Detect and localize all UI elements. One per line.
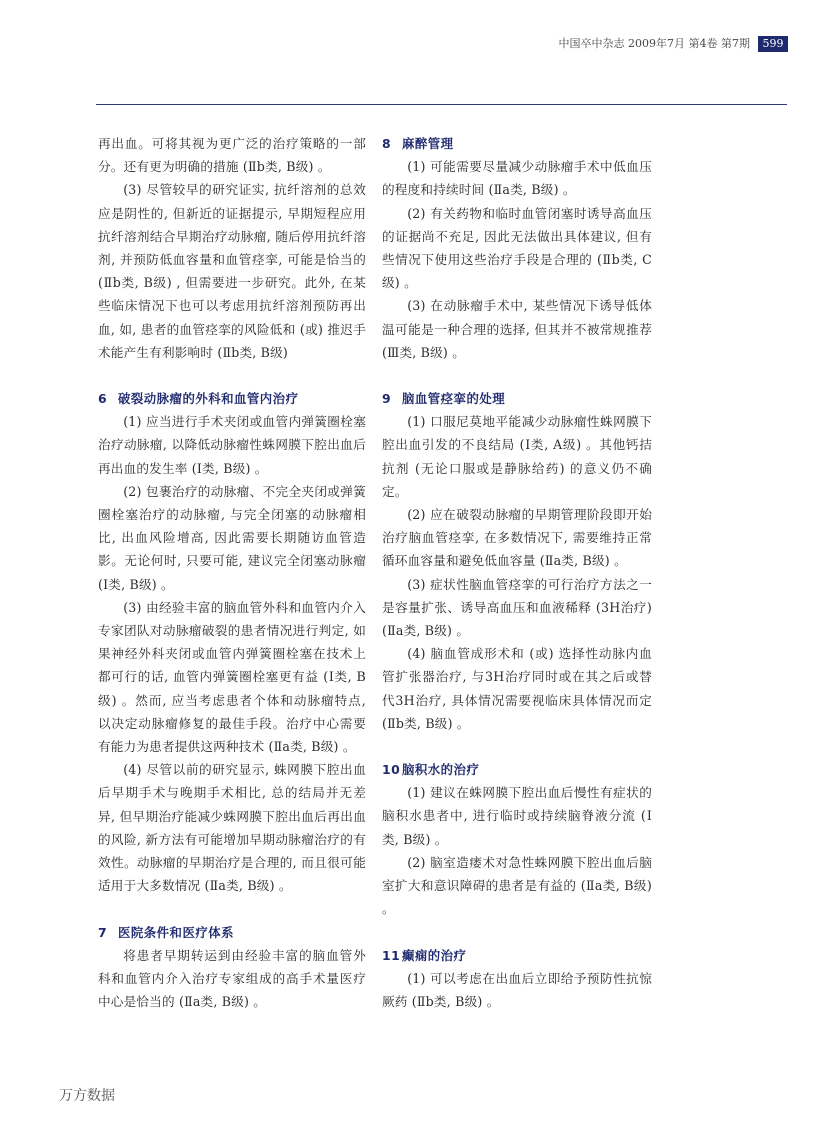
- paragraph: (1) 建议在蛛网膜下腔出血后慢性有症状的脑积水患者中, 进行临时或持续脑脊液分流 (Ⅰ类, B级) 。: [382, 785, 652, 847]
- section-heading-8: 8 麻醉管理: [382, 136, 454, 151]
- paragraph: (2) 脑室造瘘术对急性蛛网膜下腔出血后脑室扩大和意识障碍的患者是有益的 (Ⅱa类, B级) 。: [382, 854, 652, 917]
- paragraph: (2) 有关药物和临时血管闭塞时诱导高血压的证据尚不充足, 因此无法做出具体建议, 但有些情况下使用这些治疗手段是合理的 (Ⅱb类, C级) 。: [382, 205, 652, 291]
- paragraph: (2) 包裹治疗的动脉瘤、不完全夹闭或弹簧圈栓塞治疗的动脉瘤, 与完全闭塞的动脉瘤相比, 出血风险增高, 因此需要长期随访血管造影。无论何时, 只要可能, 建议完全闭塞动脉瘤 (Ⅰ类, B级) 。: [98, 483, 366, 592]
- journal-citation: 中国卒中杂志 2009年7月 第4卷 第7期: [558, 37, 750, 50]
- left-column: [98, 132, 366, 1013]
- paragraph: (1) 口服尼莫地平能减少动脉瘤性蛛网膜下腔出血引发的不良结局 (Ⅰ类, A级) 。其他钙拮抗剂 (无论口服或是静脉给药) 的意义仍不确定。: [382, 414, 652, 499]
- page-number: 599: [758, 36, 788, 52]
- paragraph: (1) 应当进行手术夹闭或血管内弹簧圈栓塞治疗动脉瘤, 以降低动脉瘤性蛛网膜下腔出血后再出血的发生率 (Ⅰ类, B级) 。: [98, 414, 366, 476]
- right-column: [382, 132, 652, 1013]
- paragraph: (3) 症状性脑血管痉挛的可行治疗方法之一是容量扩张、诱导高血压和血液稀释 (3H治疗) (Ⅱa类, B级) 。: [382, 576, 652, 639]
- paragraph: (3) 由经验丰富的脑血管外科和血管内介入专家团队对动脉瘤破裂的患者情况进行判定, 如果神经外科夹闭或血管内弹簧圈栓塞在技术上都可行的话, 血管内弹簧圈栓塞更有益 (Ⅰ类, B级) 。然而, 应当考虑患者个体和动脉瘤特点, 以决定动脉瘤修复的最佳手段。治疗中心需要有能力为患者提供这两种技术 (Ⅱa类, B级) 。: [98, 599, 366, 755]
- watermark: 万方数据: [59, 1088, 115, 1104]
- section-heading-11: 11 癫痫的治疗: [382, 947, 467, 963]
- paragraph: 将患者早期转运到由经验丰富的脑血管外科和血管内介入治疗专家组成的高手术量医疗中心是恰当的 (Ⅱa类, B级) 。: [98, 947, 366, 1010]
- paragraph: (4) 尽管以前的研究显示, 蛛网膜下腔出血后早期手术与晚期手术相比, 总的结局并无差异, 但早期治疗能减少蛛网膜下腔出血后再出血的风险, 新方法有可能增加早期动脉瘤治疗的有效性。动脉瘤的早期治疗是合理的, 而且很可能适用于大多数情况 (Ⅱa类, B级) 。: [98, 762, 366, 894]
- paragraph: (4) 脑血管成形术和 (或) 选择性动脉内血管扩张器治疗, 与3H治疗同时或在其之后或替代3H治疗, 具体情况需要视临床具体情况而定 (Ⅱb类, B级) 。: [382, 646, 652, 731]
- paragraph: (1) 可能需要尽量减少动脉瘤手术中低血压的程度和持续时间 (Ⅱa类, B级) 。: [382, 159, 652, 198]
- section-heading-6: 6 破裂动脉瘤的外科和血管内治疗: [98, 391, 299, 407]
- section-heading-9: 9 脑血管痉挛的处理: [382, 391, 506, 407]
- paragraph: (1) 可以考虑在出血后立即给予预防性抗惊厥药 (Ⅱb类, B级) 。: [382, 970, 652, 1009]
- paragraph: (3) 在动脉瘤手术中, 某些情况下诱导低体温可能是一种合理的选择, 但其并不被常规推荐 (Ⅲ类, B级) 。: [382, 298, 652, 360]
- paragraph: (3) 尽管较早的研究证实, 抗纤溶剂的总效应是阴性的, 但新近的证据提示, 早期短程应用抗纤溶剂结合早期治疗动脉瘤, 随后停用抗纤溶剂, 并预防低血容量和血管痉挛, 可能是恰当的 (Ⅱb类, B级) , 但需要进一步研究。此外, 在某些临床情况下也可以考虑用抗纤溶剂预防再出血, 如, 患者的血管痉挛的风险低和 (或) 推迟手术能产生有利影响时 (Ⅱb类, B级): [98, 182, 366, 360]
- paragraph: 再出血。可将其视为更广泛的治疗策略的一部分。还有更为明确的措施 (Ⅱb类, B级) 。: [98, 136, 366, 175]
- running-header: [0, 36, 826, 52]
- paragraph: (2) 应在破裂动脉瘤的早期管理阶段即开始治疗脑血管痉挛, 在多数情况下, 需要维持正常循环血容量和避免低血容量 (Ⅱa类, B级) 。: [382, 507, 652, 569]
- section-heading-10: 10 脑积水的治疗: [382, 762, 480, 778]
- header-rule: [96, 104, 787, 105]
- section-heading-7: 7 医院条件和医疗体系: [98, 924, 235, 940]
